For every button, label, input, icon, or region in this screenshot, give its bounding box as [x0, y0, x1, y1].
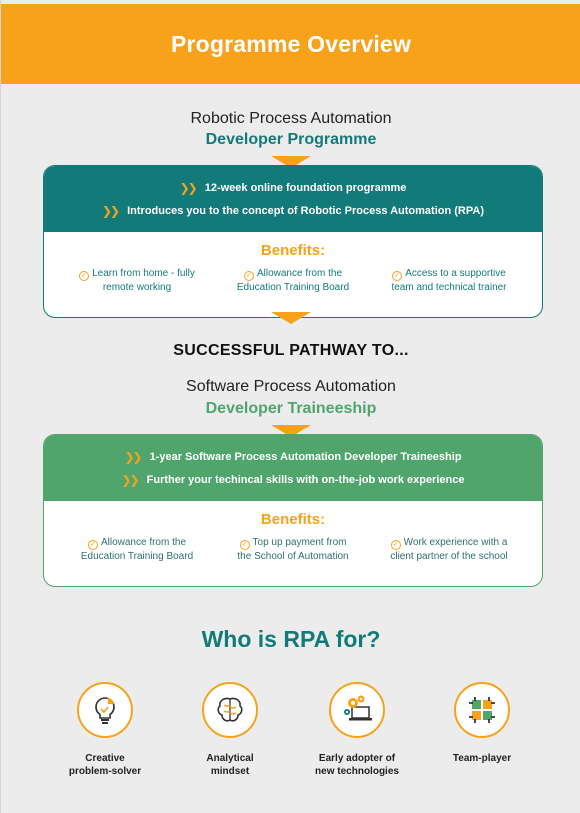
traineeship-point: ❯❯ 1-year Software Process Automation Developer Traineeship: [124, 449, 462, 464]
check-circle-icon: ✓: [392, 271, 402, 281]
programme-subtitle: Developer Programme: [205, 131, 377, 148]
persona-team-player: Team-player: [422, 682, 542, 765]
benefits-row: [44, 536, 542, 563]
programme-point: ❯❯ Introduces you to the concept of Robotic Process Automation (RPA): [101, 203, 484, 218]
header-banner: [1, 4, 580, 84]
benefit-item: ✓ Access to a supportive team and technical trainer: [391, 268, 507, 293]
programme-point: ❯❯ 12-week online foundation programme: [179, 180, 407, 195]
check-circle-icon: ✓: [244, 271, 254, 281]
benefits-row: [44, 267, 542, 294]
benefits-title: Benefits:: [260, 242, 326, 259]
check-circle-icon: ✓: [79, 271, 89, 281]
benefit-item: ✓ Allowance from the Education Training Board: [80, 537, 194, 562]
persona-early-adopter: Early adopter of new technologies: [297, 682, 417, 778]
pathway-heading: SUCCESSFUL PATHWAY TO...: [173, 342, 409, 359]
check-circle-icon: ✓: [240, 540, 250, 550]
chevron-down-icon: [271, 312, 311, 324]
programme-card: [43, 165, 543, 318]
brain-icon: [202, 682, 258, 738]
benefits-title: Benefits:: [260, 511, 326, 528]
traineeship-points: [44, 435, 542, 501]
double-chevron-icon: ❯❯: [124, 449, 141, 464]
benefit-item: ✓ Work experience with a client partner of the school: [390, 537, 508, 562]
benefit-item: ✓ Top up payment from the School of Automation: [237, 537, 349, 562]
persona-analytical: Analytical mindset: [170, 682, 290, 778]
laptop-gears-icon: [329, 682, 385, 738]
persona-creative: Creative problem-solver: [45, 682, 165, 778]
check-circle-icon: ✓: [88, 540, 98, 550]
double-chevron-icon: ❯❯: [179, 180, 196, 195]
programme-title: Robotic Process Automation: [190, 110, 392, 127]
who-heading: Who is RPA for?: [201, 626, 381, 652]
check-circle-icon: ✓: [391, 540, 401, 550]
double-chevron-icon: ❯❯: [121, 472, 138, 487]
traineeship-subtitle: Developer Traineeship: [205, 400, 377, 417]
creative-bulb-icon: [77, 682, 133, 738]
page-title: Programme Overview: [170, 30, 412, 57]
benefit-item: ✓ Learn from home - fully remote working: [62, 267, 212, 294]
traineeship-point: ❯❯ Further your techincal skills with on-the-job work experience: [121, 472, 465, 487]
benefit-item: ✓ Allowance from the Education Training Board: [236, 268, 350, 293]
traineeship-title: Software Process Automation: [186, 378, 396, 395]
double-chevron-icon: ❯❯: [101, 203, 119, 218]
programme-points: [44, 166, 542, 232]
team-puzzle-icon: [454, 682, 510, 738]
traineeship-card: [43, 434, 543, 587]
